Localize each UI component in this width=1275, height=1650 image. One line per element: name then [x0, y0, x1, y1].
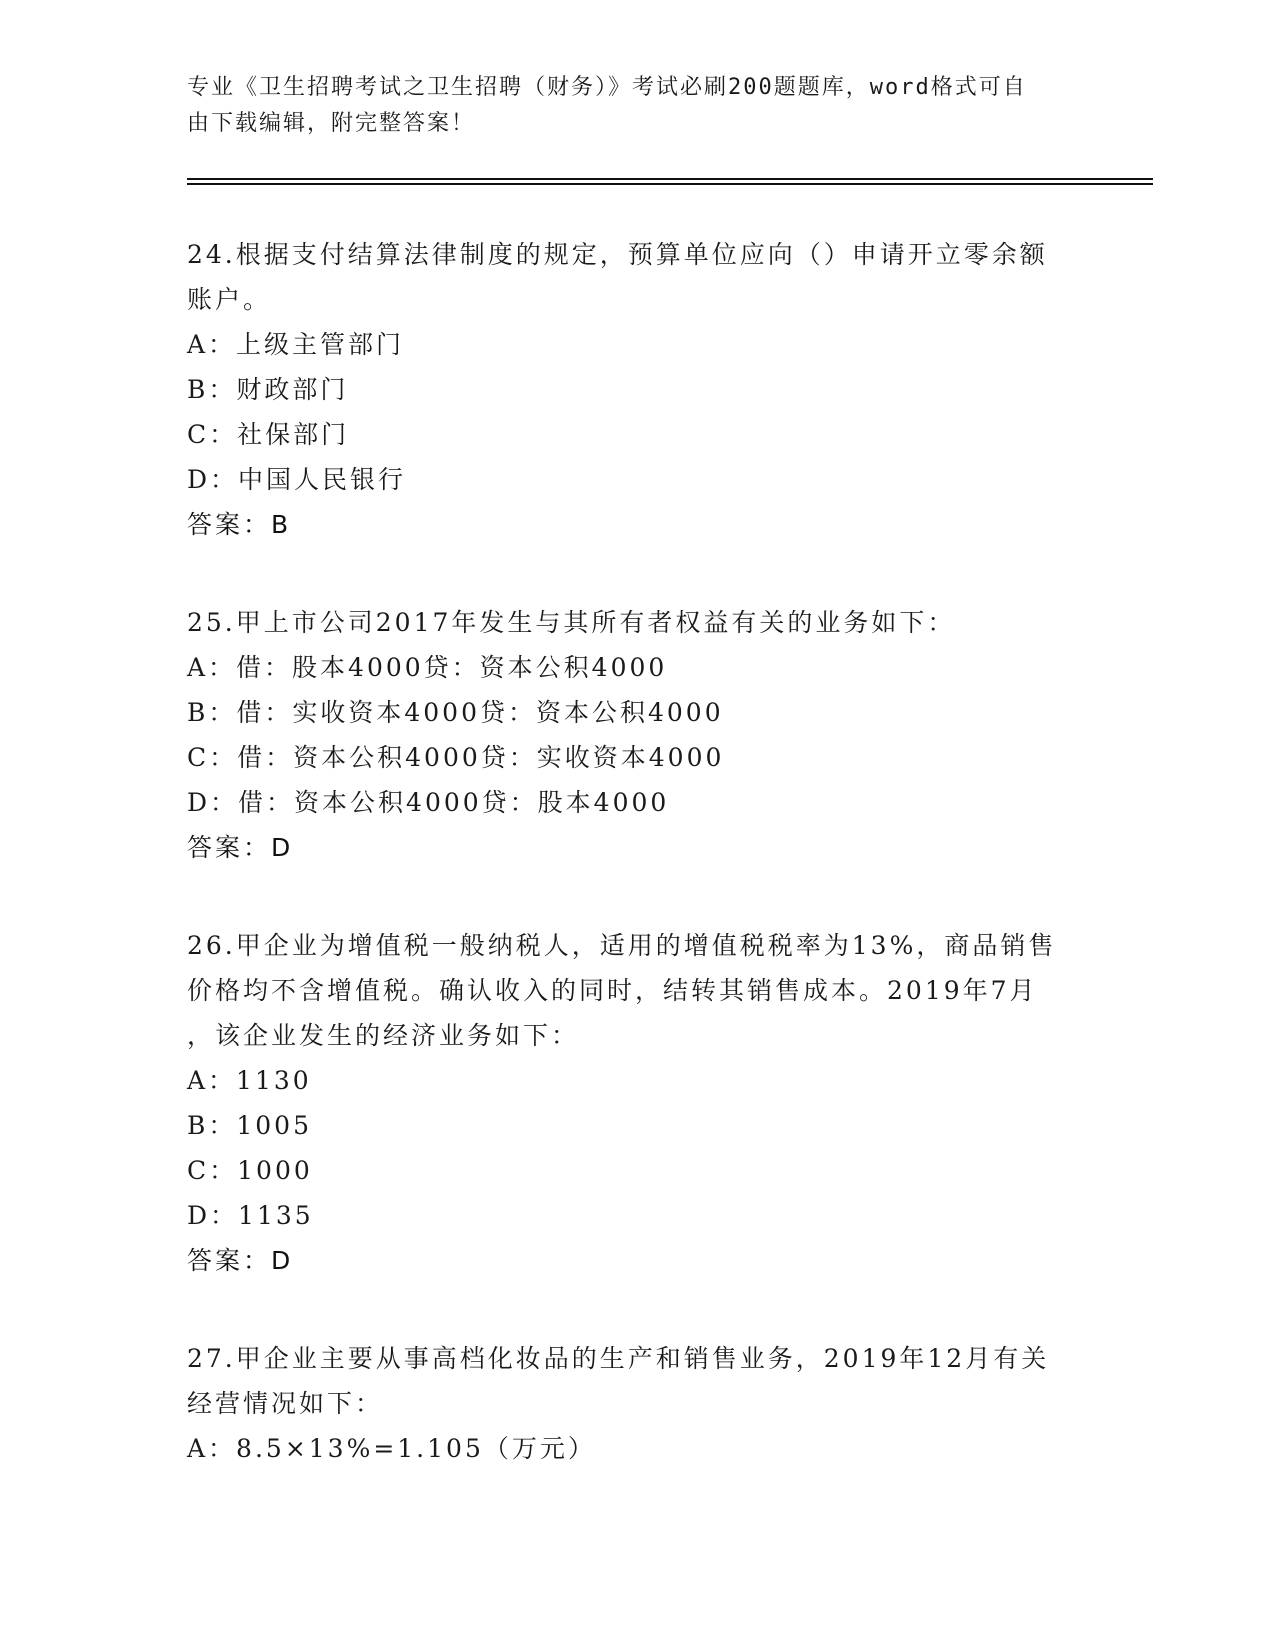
answer: 答案：B [187, 510, 292, 539]
question-stem: ，该企业发生的经济业务如下： [187, 1021, 580, 1050]
option-c: C：社保部门 [187, 420, 350, 449]
option-c: C：借：资本公积4000贷：实收资本4000 [187, 743, 725, 772]
question-stem: 24.根据支付结算法律制度的规定，预算单位应向（）申请开立零余额 [187, 240, 1048, 269]
option-d: D：中国人民银行 [187, 465, 407, 494]
question-26 [187, 923, 1067, 1283]
option-a: A：借：股本4000贷：资本公积4000 [187, 653, 668, 682]
question-25 [187, 600, 1067, 870]
question-list [187, 232, 1067, 1471]
answer: 答案：D [187, 1246, 294, 1275]
header-line: 专业《卫生招聘考试之卫生招聘（财务）》考试必刷200题题库，word格式可自 [187, 75, 1027, 100]
question-stem: 27.甲企业主要从事高档化妆品的生产和销售业务，2019年12月有关 [187, 1344, 1050, 1373]
option-a: A：1130 [187, 1066, 312, 1095]
answer: 答案：D [187, 833, 294, 862]
option-a: A：上级主管部门 [187, 330, 405, 359]
question-stem: 26.甲企业为增值税一般纳税人，适用的增值税税率为13%，商品销售 [187, 931, 1057, 960]
option-d: D：借：资本公积4000贷：股本4000 [187, 788, 670, 817]
question-stem: 经营情况如下： [187, 1389, 384, 1418]
question-24 [187, 232, 1067, 547]
header-divider-top [187, 178, 1153, 180]
question-stem: 25.甲上市公司2017年发生与其所有者权益有关的业务如下： [187, 608, 956, 637]
option-b: B：借：实收资本4000贷：资本公积4000 [187, 698, 724, 727]
option-a: A：8.5×13%=1.105（万元） [187, 1434, 596, 1463]
option-b: B：1005 [187, 1111, 312, 1140]
question-stem: 价格均不含增值税。确认收入的同时，结转其销售成本。2019年7月 [187, 976, 1038, 1005]
option-b: B：财政部门 [187, 375, 349, 404]
header-line: 由下载编辑，附完整答案！ [187, 111, 476, 136]
header-divider-bottom [187, 183, 1153, 185]
question-27 [187, 1336, 1067, 1471]
document-header [187, 70, 1067, 142]
question-stem: 账户。 [187, 285, 272, 314]
option-c: C：1000 [187, 1156, 313, 1185]
option-d: D：1135 [187, 1201, 314, 1230]
